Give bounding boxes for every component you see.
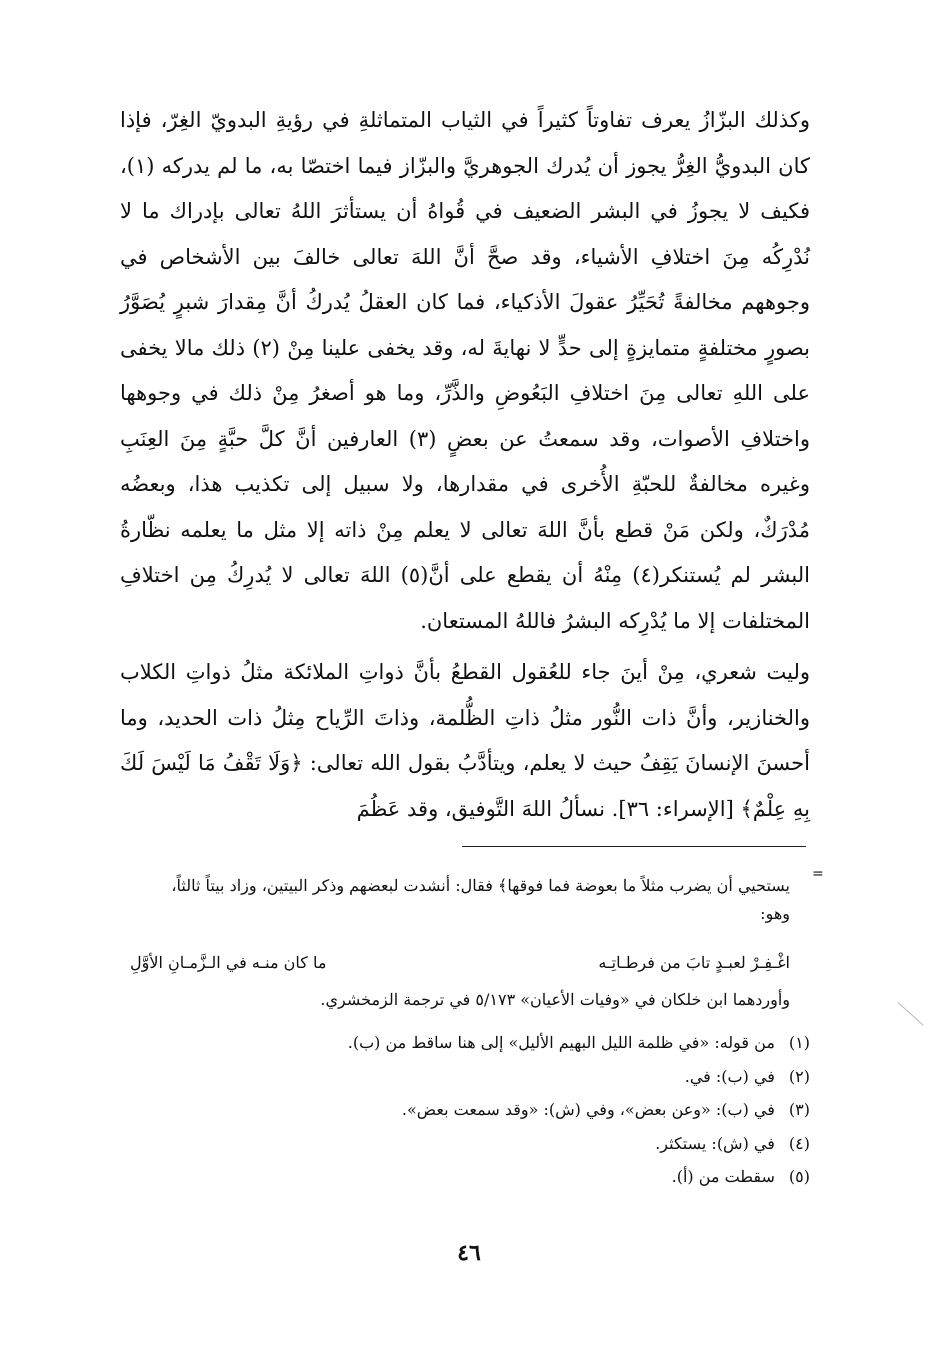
main-paragraph-1: وكذلك البزّازُ يعرف تفاوتاً كثيراً في الثياب المتماثلةِ في رؤيةِ البدويّ الغِرّ، فإذا كان البدويُّ الغِرُّ يجوز أن يُدرك الجوهريَّ والبزّاز فيما اختصّا به، ما لم يدركه (١)، فكيف لا يجوزُ في البشر الضعيف في قُواهُ أن يستأثرَ اللهُ تعالى بإدراك ما لا نُدْرِكُه مِنَ اختلافِ الأشياء، وقد صحَّ أنَّ اللهَ تعالى خالفَ بين الأشخاص في وجوههم مخالفةً تُحَيِّرُ عقولَ الأذكياء، فما كان العقلُ يُدركُ أنَّ مِقدارَ شبرٍ يُصَوَّرُ بصورٍ مختلفةٍ متمايزةٍ إلى حدٍّ لا نهايةَ له، وقد يخفى علينا مِنْ (٢) ذلك مالا يخفى على اللهِ تعالى مِنَ اختلافِ البَعُوضِ والذَّرِّ، وما هو أصغرُ مِنْ ذلك في وجوهها واختلافِ الأصوات، وقد سمعتُ عن بعضٍ (٣) العارفين أنَّ كلَّ حبَّةٍ مِنَ العِنَبِ وغيره مخالفةٌ للحبّةِ الأُخرى في مقدارها، ولا سبيل إلى تكذيب هذا، وبعضُه مُدْرَكٌ، ولكن مَنْ قطع بأنَّ اللهَ تعالى لا يعلم مِنْ ذاته إلا مثل ما يعلمه نظّارةُ البشر لم يُستنكر(٤) مِنْهُ أن يقطع على أنَّ(٥) اللهَ تعالى لا يُدرِكُ مِن اختلافِ المختلفات إلا ما يُدْرِكه البشرُ فاللهُ المستعان. (120, 108, 811, 633)
footnote-item (250, 1160, 810, 1194)
footnote-item (250, 1060, 810, 1094)
footnote-item (250, 1093, 810, 1127)
footnote-item (250, 1026, 810, 1060)
page-number: ٤٦ (457, 1240, 481, 1266)
footnote-number: (٢) (788, 1066, 810, 1086)
footnote-text: في (ب): «وعن بعض»، وفي (ش): «وقد سمعت بعض». (401, 1100, 775, 1119)
footnote-verse (130, 948, 790, 978)
scan-artifact-line (898, 1002, 924, 1025)
footnote-number: (١) (788, 1033, 810, 1052)
footnote-text: في (ب): في. (684, 1066, 775, 1086)
footnote-text: من قوله: «في ظلمة الليل البهيم الأليل» إلى هنا ساقط من (ب). (347, 1033, 775, 1052)
footnote-continuation-text: يستحيي أن يضرب مثلاً ما بعوضة فما فوقها﴾ فقال: أنشدت لبعضهم وذكر البيتين، وزاد بيتاً ثالثاً، وهو: (171, 876, 790, 923)
footnote-number: (٣) (788, 1100, 810, 1119)
verse-second-hemistich: ما كان منـه في الـزَّمـانِ الأوَّلِ (130, 953, 327, 972)
footnote-item (250, 1127, 810, 1161)
footnote-separator (462, 846, 806, 847)
footnote-continuation-mark: = (812, 866, 824, 882)
verse-first-hemistich: اغْـفِـرْ لعبـدٍ تابَ من فرطـاتِـه (598, 953, 790, 972)
footnote-text: سقطت من (أ). (671, 1167, 775, 1186)
footnote-number: (٤) (788, 1133, 810, 1153)
footnote-number: (٥) (788, 1167, 810, 1186)
footnote-text: في (ش): يستكثر. (655, 1133, 775, 1153)
footnote-continuation-text-2: وأوردهما ابن خلكان في «وفيات الأعيان» ٥/١٧٣ في ترجمة الزمخشري. (320, 990, 790, 1009)
footnote-list (250, 1026, 810, 1194)
main-paragraph-2: وليت شعري، مِنْ أينَ جاء للعُقول القطعُ بأنَّ ذواتِ الملائكة مثلُ ذواتِ الكلاب والخنازير، وأنَّ ذات النُّور مثلُ ذاتِ الظُّلمة، وذاتَ الرِّياح مِثلُ ذات الحديد، وما أحسنَ الإنسانَ يَقِفُ حيث لا يعلم، ويتأدَّبُ بقول الله تعالى: ﴿وَلَا تَقْفُ مَا لَيْسَ لَكَ بِهِ عِلْمٌ﴾ [الإسراء: ٣٦]. نسألُ اللهَ التَّوفيق، وقد عَظُمَ (120, 660, 810, 821)
